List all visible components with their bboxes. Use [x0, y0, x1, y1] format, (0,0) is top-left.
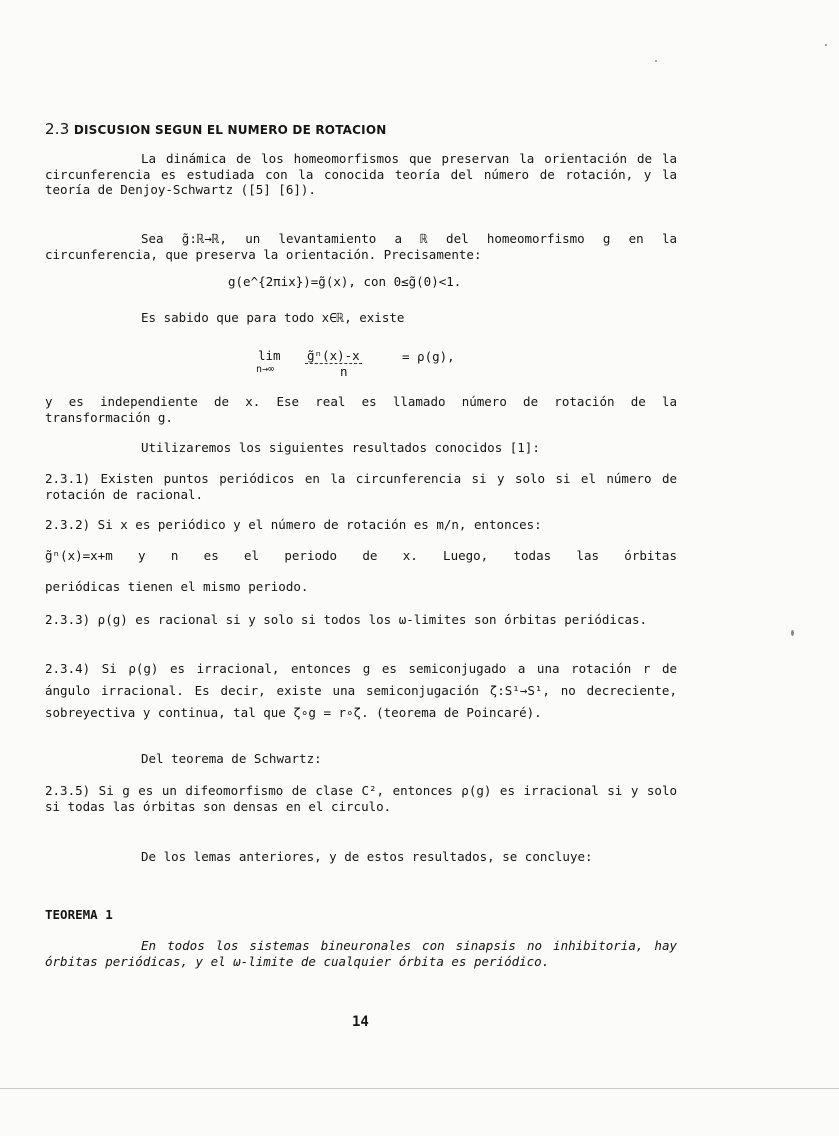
theorem-text: En todos los sistemas bineuronales con sinapsis no inhibitoria, hay órbitas periódicas, y el ω-limite de cualquier órbita es periódico.	[45, 938, 677, 969]
result-2-3-2-line2: g̃ⁿ(x)=x+m y n es el periodo de x. Luego, todas las órbitas	[45, 548, 677, 563]
paragraph-results-intro: Utilizaremos los siguientes resultados conocidos [1]:	[141, 440, 540, 455]
result-2-3-2-line1: 2.3.2) Si x es periódico y el número de rotación es m/n, entonces:	[45, 517, 542, 532]
scan-edge-line	[0, 1088, 839, 1089]
section-heading	[45, 120, 386, 138]
scan-speck	[791, 630, 794, 636]
paragraph-schwartz: Del teorema de Schwartz:	[141, 751, 322, 766]
theorem-label: TEOREMA 1	[45, 907, 113, 922]
limit-subscript: n→∞	[256, 364, 275, 375]
limit-rhs: = ρ(g),	[402, 349, 455, 364]
limit-symbol: lim	[258, 348, 281, 363]
paragraph-intro: La dinámica de los homeomorfismos que preservan la orientación de la circunferencia es estudiada con la conocida teoría del número de rotación, y la teoría de Denjoy-Schwartz ([5] [6]).	[45, 151, 677, 197]
paragraph-lift: Sea g̃:ℝ→ℝ, un levantamiento a ℝ del homeomorfismo g en la circunferencia, que preserva la orientación. Precisamente:	[45, 231, 677, 262]
limit-denominator: n	[340, 364, 348, 379]
result-2-3-3: 2.3.3) ρ(g) es racional si y solo si todos los ω-limites son órbitas periódicas.	[45, 612, 648, 627]
scan-speck	[655, 60, 657, 62]
paragraph-conclusion: De los lemas anteriores, y de estos resultados, se concluye:	[141, 849, 593, 864]
scan-speck	[825, 44, 827, 46]
section-title: DISCUSION SEGUN EL NUMERO DE ROTACION	[73, 123, 387, 137]
paragraph-exists: Es sabido que para todo x∈ℝ, existe	[141, 310, 405, 325]
page-number: 14	[352, 1014, 369, 1030]
result-2-3-4: 2.3.4) Si ρ(g) es irracional, entonces g es semiconjugado a una rotación r de ángulo irracional. Es decir, existe una semiconjugación ζ:S¹→S¹, no decreciente, sobreyectiva y continua, tal que ζ∘g = r∘ζ. (teorema de Poincaré).	[45, 661, 677, 720]
paragraph-rotation-number: y es independiente de x. Ese real es llamado número de rotación de la transformación g.	[45, 394, 677, 425]
result-2-3-2-line3: periódicas tienen el mismo periodo.	[45, 579, 309, 594]
result-2-3-5: 2.3.5) Si g es un difeomorfismo de clase C², entonces ρ(g) es irracional si y solo si todas las órbitas son densas en el circulo.	[45, 783, 677, 814]
result-2-3-1: 2.3.1) Existen puntos periódicos en la circunferencia si y solo si el número de rotación de racional.	[45, 471, 677, 502]
section-number: 2.3	[45, 120, 70, 138]
equation-lift: g(e^{2πix})=g̃(x), con 0≤g̃(0)<1.	[228, 274, 462, 289]
limit-numerator: g̃ⁿ(x)-x	[307, 348, 360, 363]
